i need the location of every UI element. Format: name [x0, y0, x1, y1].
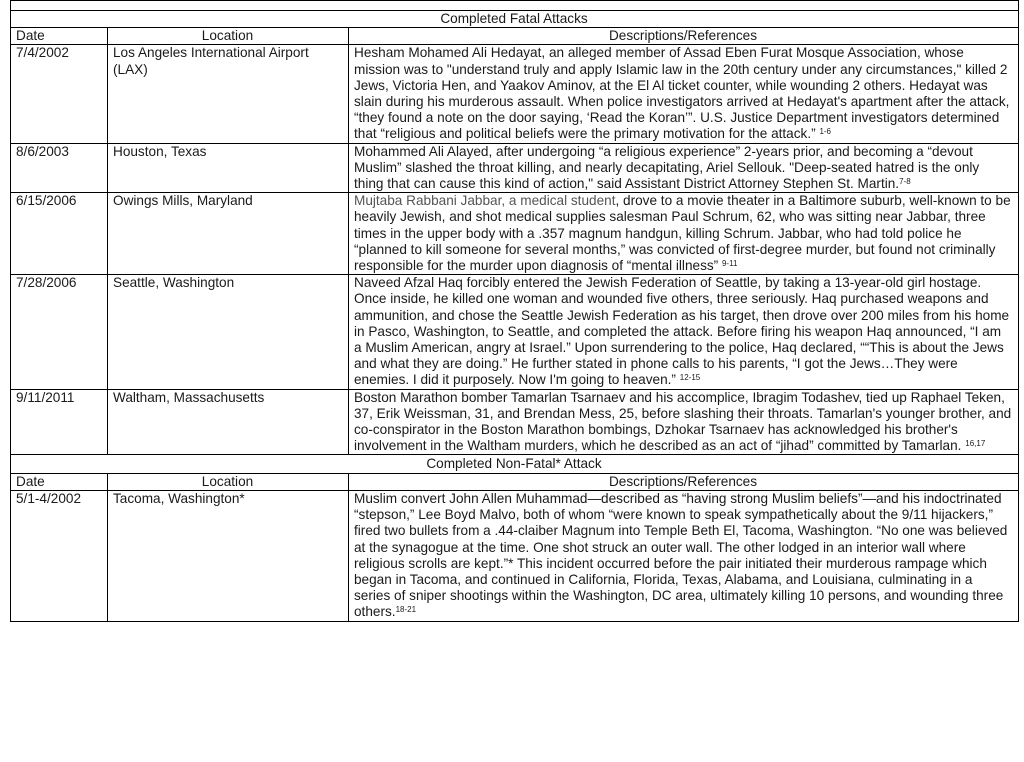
location-cell: Houston, Texas: [108, 143, 349, 193]
table-row: [11, 143, 1019, 193]
location-cell: Owings Mills, Maryland: [108, 193, 349, 275]
description-cell: [349, 143, 1019, 193]
location-cell: Los Angeles International Airport (LAX): [108, 45, 349, 143]
table-top-edge: [11, 1, 1019, 11]
reference-superscript: 16,17: [965, 439, 986, 449]
description-text: , drove to a movie theater in a Baltimore suburb, well-known to be heavily Jewish, and shot medical supplies salesman Paul Schrum, 62, who was sitting near Jabbar, three times in the upper body with a .357 magnum handgun, killing Schrum. Jabbar, who had told police he “planned to kill someone for several months,” was convicted of first-degree murder, but found not criminally responsible for the murder upon diagnosis of “mental illness”: [354, 193, 1011, 274]
date-cell: 5/1-4/2002: [11, 490, 108, 621]
location-header: Location: [108, 28, 349, 45]
reference-superscript: 9-11: [721, 259, 738, 269]
reference-superscript: 18-21: [395, 605, 417, 615]
date-cell: 7/4/2002: [11, 45, 108, 143]
date-cell: 6/15/2006: [11, 193, 108, 275]
description-cell: [349, 389, 1019, 455]
table-row: [11, 275, 1019, 389]
date-header: Date: [11, 28, 108, 45]
location-cell: Tacoma, Washington*: [108, 490, 349, 621]
date-header: Date: [11, 473, 108, 490]
reference-superscript: 7-8: [899, 177, 911, 187]
reference-superscript: 12-15: [679, 373, 701, 383]
description-header: Descriptions/References: [349, 473, 1019, 490]
date-cell: 7/28/2006: [11, 275, 108, 389]
attacks-table: [10, 0, 1019, 622]
document-page: [10, 0, 1018, 622]
column-header-row: [11, 28, 1019, 45]
section-title: Completed Non-Fatal* Attack: [11, 455, 1019, 473]
description-text: Hesham Mohamed Ali Hedayat, an alleged member of Assad Eben Furat Mosque Association, whose mission was to "understand truly and apply Islamic law in the 20th century under any circumstances," killed 2 Jews, Victoria Hen, and Yaakov Aminov, at the El Al ticket counter, while wounding 2 others. Hedayat was slain during his murderous assault. When police investigators arrived at Hedayat's apartment after the attack, “they found a note on the door saying, ‘Read the Koran’”. U.S. Justice Department investigators determined that “religious and political beliefs were the primary motivation for the attack.”: [354, 45, 1010, 142]
location-header: Location: [108, 473, 349, 490]
date-cell: 8/6/2003: [11, 143, 108, 193]
description-cell: [349, 193, 1019, 275]
location-cell: Seattle, Washington: [108, 275, 349, 389]
table-row: [11, 45, 1019, 143]
description-cell: [349, 490, 1019, 621]
date-cell: 9/11/2011: [11, 389, 108, 455]
section-title-row: [11, 455, 1019, 473]
description-text: Mohammed Ali Alayed, after undergoing “a religious experience” 2-years prior, and becoming a “devout Muslim” slashed the throat killing, and nearly decapitating, Ariel Sellouk. "Deep-seated hatred is the only thing that can cause this kind of action," said Assistant District Attorney Stephen St. Martin.: [354, 143, 980, 192]
column-header-row: [11, 473, 1019, 490]
description-lead-text: Mujtaba Rabbani Jabbar, a medical student: [354, 193, 616, 209]
description-text: Muslim convert John Allen Muhammad—described as “having strong Muslim beliefs”—and his indoctrinated “stepson,” Lee Boyd Malvo, both of whom “were known to speak sympathetically about the 9/11 hijackers,” fired two bullets from a .44-claiber Magnum into Temple Beth El, Tacoma, Washington. “No one was believed at the synagogue at the time. One shot struck an outer wall. The other lodged in an interior wall where religious scrolls are kept.”* This incident occurred before the pair initiated their murderous rampage which began in Tacoma, and continued in California, Florida, Texas, Alabama, and Louisiana, culminating in a series of sniper shootings within the Washington, DC area, ultimately killing 10 persons, and wounding three others.: [354, 490, 1008, 620]
table-row: [11, 490, 1019, 621]
section-title: Completed Fatal Attacks: [11, 11, 1019, 28]
description-header: Descriptions/References: [349, 28, 1019, 45]
description-cell: [349, 275, 1019, 389]
table-row: [11, 389, 1019, 455]
description-text: Naveed Afzal Haq forcibly entered the Jewish Federation of Seattle, by taking a 13-year-old girl hostage. Once inside, he killed one woman and wounded five others, three seriously. Haq purchased weapons and ammunition, and chose the Seattle Jewish Federation as his target, then drove over 200 miles from his home in Pasco, Washington, to Seattle, and completed the attack. Before firing his weapon Haq announced, “I am a Muslim American, angry at Israel.” Upon surrendering to the police, Haq declared, ““This is about the Jews and what they are doing.” He further stated in phone calls to his parents, “I got the Jews…They were enemies. I did it purposely. Now I'm going to heaven.”: [354, 275, 1010, 388]
section-title-row: [11, 11, 1019, 28]
reference-superscript: 1-6: [819, 127, 831, 137]
description-text: Boston Marathon bomber Tamarlan Tsarnaev and his accomplice, Ibragim Todashev, tied up Raphael Teken, 37, Erik Weissman, 31, and Brendan Mess, 25, before slashing their throats. Tamarlan's younger brother, and co-conspirator in the Boston Marathon bombings, Dzhokar Tsarnaev has acknowledged his brother's involvement in the Waltham murders, which he described as an act of “jihad” committed by Tamarlan.: [354, 389, 1012, 454]
table-row: [11, 193, 1019, 275]
location-cell: Waltham, Massachusetts: [108, 389, 349, 455]
description-cell: [349, 45, 1019, 143]
